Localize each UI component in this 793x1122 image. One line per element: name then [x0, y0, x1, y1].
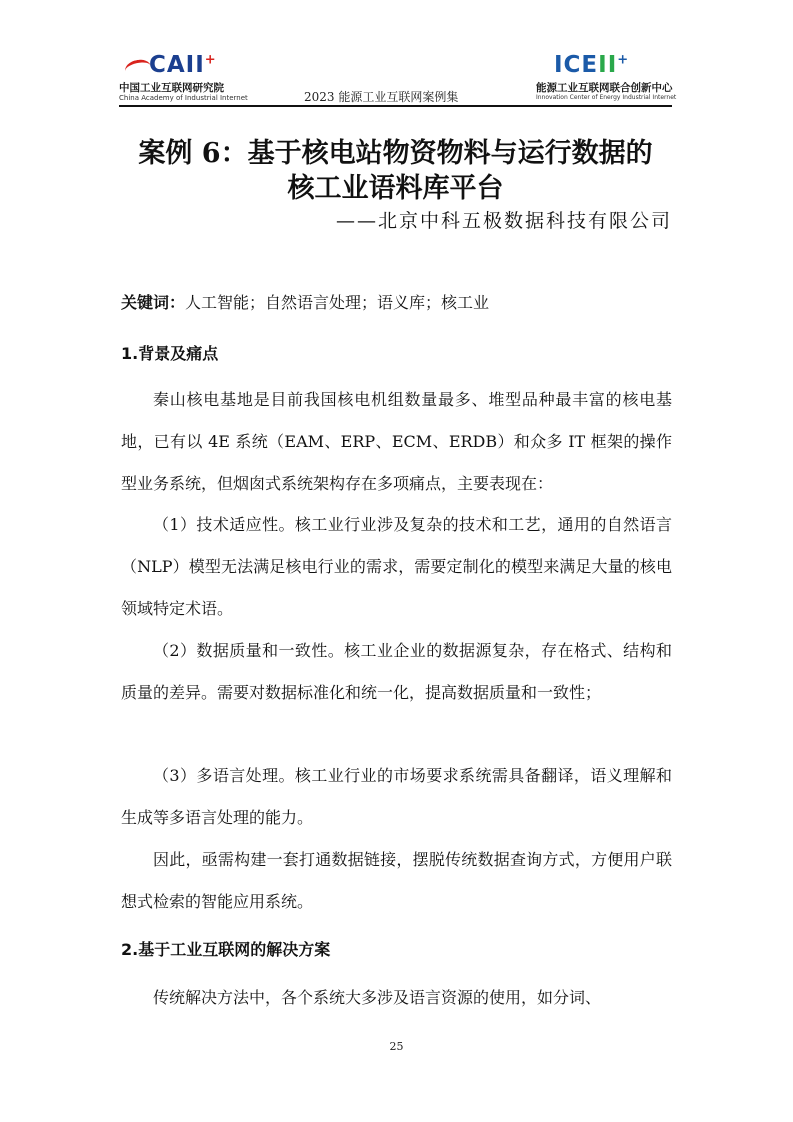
header-collection-title: 2023 能源工业互联网案例集 — [304, 90, 459, 104]
keywords — [121, 290, 489, 313]
iceii-logo-mark: ICEII+ — [554, 52, 630, 78]
section-1-paragraph-5: 因此，亟需构建一套打通数据链接，摆脱传统数据查询方式，方便用户联想式检索的智能应用系统。 — [121, 850, 672, 911]
caii-logo-cn: 中国工业互联网研究院 — [119, 82, 224, 94]
header-divider — [119, 105, 672, 107]
section-1-paragraph-2: （1）技术适应性。核工业行业涉及复杂的技术和工艺，通用的自然语言（NLP）模型无法满足核电行业的需求，需要定制化的模型来满足大量的核电领域特定术语。 — [121, 515, 672, 618]
page-number: 25 — [389, 1040, 404, 1053]
iceii-logo-en: Innovation Center of Energy Industrial Internet — [536, 94, 677, 101]
title-line-2: 核工业语料库平台 — [287, 173, 504, 204]
section-2-heading: 2.基于工业互联网的解决方案 — [121, 940, 331, 959]
caii-logo — [119, 50, 259, 104]
caii-logo-mark: CAII+ — [149, 52, 217, 78]
page-header — [119, 50, 677, 106]
section-1-heading: 1.背景及痛点 — [121, 344, 219, 363]
page-title — [119, 136, 672, 206]
title-line-1: 案例 6：基于核电站物资物料与运行数据的 — [138, 138, 653, 169]
section-1-paragraph-3: （2）数据质量和一致性。核工业企业的数据源复杂，存在格式、结构和质量的差异。需要对数据标准化和统一化，提高数据质量和一致性； — [121, 641, 672, 702]
keywords-label: 关键词： — [121, 293, 186, 312]
section-2-paragraph-1: 传统解决方法中，各个系统大多涉及语言资源的使用，如分词、 — [153, 988, 602, 1007]
iceii-logo — [522, 50, 677, 104]
section-1-paragraph-4: （3）多语言处理。核工业行业的市场要求系统需具备翻译，语义理解和生成等多语言处理的能力。 — [121, 766, 672, 827]
iceii-logo-cn: 能源工业互联网联合创新中心 — [536, 82, 673, 94]
caii-logo-en: China Academy of Industrial Internet — [119, 94, 248, 102]
company-name: ——北京中科五极数据科技有限公司 — [335, 210, 672, 232]
keywords-value: 人工智能；自然语言处理；语义库；核工业 — [185, 293, 490, 312]
section-1-paragraph-1: 秦山核电基地是目前我国核电机组数量最多、堆型品种最丰富的核电基地，已有以 4E 系统（EAM、ERP、ECM、ERDB）和众多 IT 框架的操作型业务系统，但烟囱式系统架构存在多项痛点，主要表现在： — [121, 390, 672, 493]
